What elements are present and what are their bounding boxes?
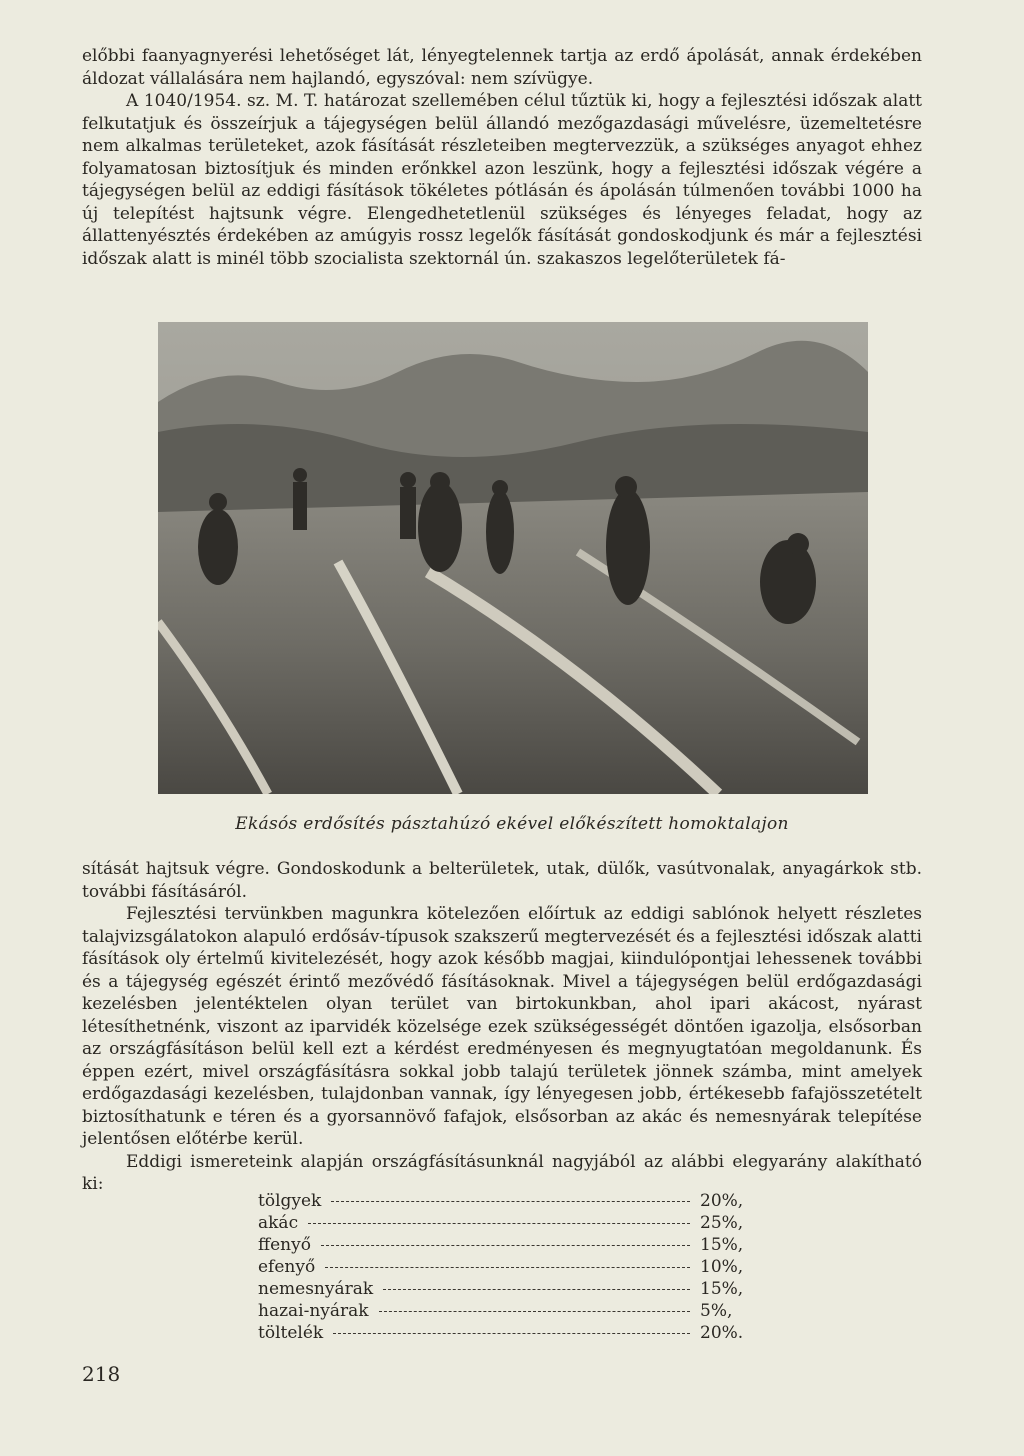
species-name: akác bbox=[258, 1213, 299, 1233]
leader-dashes bbox=[379, 1311, 690, 1312]
paragraph: előbbi faanyagnyerési lehetőséget lát, lényegtelennek tartja az erdő ápolását, annak érdekében áldozat vállalására nem hajlandó, egyszóval: nem szívügye. bbox=[82, 46, 922, 89]
species-name: efenyő bbox=[258, 1257, 316, 1277]
list-item bbox=[258, 1256, 758, 1278]
field-photo bbox=[158, 322, 868, 794]
leader-dashes bbox=[325, 1267, 690, 1268]
top-text-block bbox=[82, 45, 922, 270]
leader-dashes bbox=[321, 1245, 690, 1246]
list-item bbox=[258, 1190, 758, 1212]
species-share: 20%, bbox=[700, 1191, 744, 1211]
list-item bbox=[258, 1234, 758, 1256]
leader-dashes bbox=[333, 1333, 690, 1334]
leader-dashes bbox=[331, 1201, 690, 1202]
species-name: nemesnyárak bbox=[258, 1279, 374, 1299]
species-name: hazai-nyárak bbox=[258, 1301, 369, 1321]
list-item bbox=[258, 1300, 758, 1322]
species-distribution-list bbox=[258, 1190, 758, 1344]
photo-illustration bbox=[158, 322, 868, 794]
species-share: 20%. bbox=[700, 1323, 744, 1343]
leader-dashes bbox=[308, 1223, 690, 1224]
species-name: töltelék bbox=[258, 1323, 324, 1343]
paragraph: Eddigi ismereteink alapján országfásításunknál nagyjából az alábbi elegyarány alakítható ki: bbox=[82, 1151, 922, 1194]
species-share: 15%, bbox=[700, 1279, 744, 1299]
paragraph: sítását hajtsuk végre. Gondoskodunk a belterületek, utak, dülők, vasútvonalak, anyagárkok stb. további fásításáról. bbox=[82, 859, 922, 902]
list-item bbox=[258, 1212, 758, 1234]
species-share: 25%, bbox=[700, 1213, 744, 1233]
paragraph: Fejlesztési tervünkben magunkra kötelezően előírtuk az eddigi sablónok helyett részletes talajvizsgálatokon alapuló erdősáv-típusok szakszerű megtervezését és a fejlesztési időszak alatti fásítások oly értelmű kivitelezését, hogy azok később magjai, kiindulópontjai lehessenek további és a tájegység egészét érintő mezővédő fásításoknak. Mivel a tájegységen belül erdőgazdasági kezelésben jelentéktelen olyan terület van birtokunkban, ahol ipari akácost, nyárast létesíthetnénk, viszont az iparvidék közelsége ezek szükségességét döntően igazolja, elsősorban az országfásításon belül kell ezt a kérdést eredményesen és megnyugtatóan megoldanunk. És éppen ezért, mivel országfásításra sokkal jobb talajú területek jönnek számba, mint amelyek erdőgazdasági kezelésben, tulajdonban vannak, így lényegesen jobb, értékesebb fafajösszetételt biztosíthatunk e téren és a gyorsannövő fafajok, elsősorban az akác és nemesnyárak telepítése jelentősen előtérbe kerül. bbox=[82, 904, 922, 1149]
species-share: 5%, bbox=[700, 1301, 733, 1321]
leader-dashes bbox=[383, 1289, 690, 1290]
species-name: tölgyek bbox=[258, 1191, 322, 1211]
page-number: 218 bbox=[82, 1362, 121, 1386]
species-share: 10%, bbox=[700, 1257, 744, 1277]
species-name: ffenyő bbox=[258, 1235, 311, 1255]
list-item bbox=[258, 1278, 758, 1300]
bottom-text-block bbox=[82, 858, 922, 1196]
photo-caption: Ekásós erdősítés pásztahúzó ekével előkészített homoktalajon bbox=[235, 814, 789, 834]
species-share: 15%, bbox=[700, 1235, 744, 1255]
paragraph: A 1040/1954. sz. M. T. határozat szellemében célul tűztük ki, hogy a fejlesztési időszak alatt felkutatjuk és összeírjuk a tájegységen belül állandó mezőgazdasági művelésre, üzemeltetésre nem alkalmas területeket, azok fásítását részleteiben megtervezzük, a szükséges anyagot ehhez folyamatosan biztosítjuk és minden erőnkkel azon leszünk, hogy a fejlesztési időszak végére a tájegységen belül az eddigi fásítások tökéletes pótlásán és ápolásán túlmenően további 1000 ha új telepítést hajtsunk végre. Elengedhetetlenül szükséges és lényeges feladat, hogy az állattenyésztés érdekében az amúgyis rossz legelők fásítását gondoskodjunk és már a fejlesztési időszak alatt is minél több szocialista szektornál ún. szakaszos legelőterületek fá- bbox=[82, 91, 922, 269]
list-item bbox=[258, 1322, 758, 1344]
